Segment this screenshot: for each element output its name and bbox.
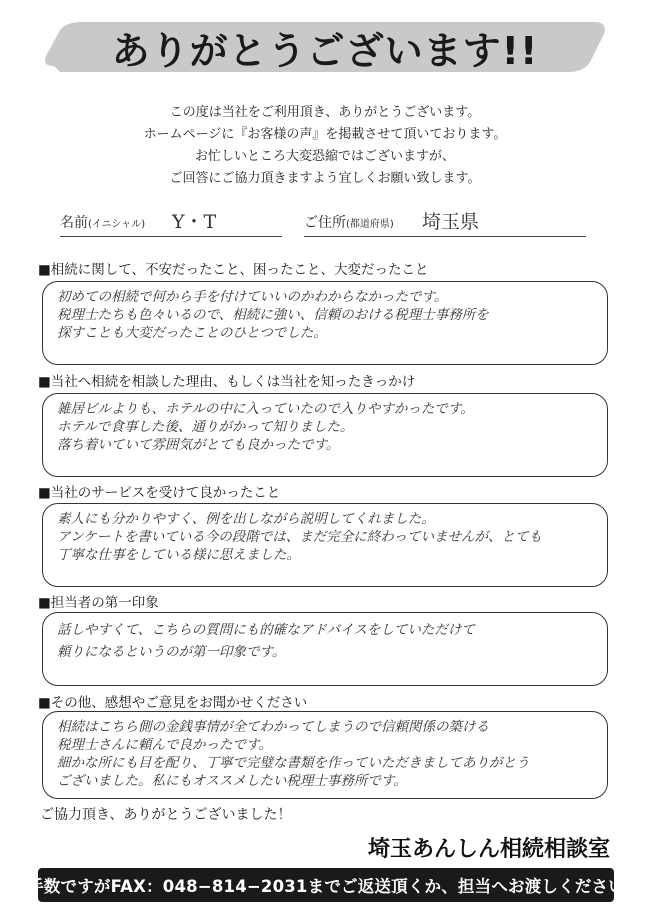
answer-line: 探すことも大変だったことのひとつでした。	[57, 325, 327, 341]
fax-footer: お手数ですがFAX：048−814−2031までご返送頂くか、担当へお渡しください。	[38, 868, 614, 902]
company-name: 埼玉あんしん相続相談室	[367, 837, 610, 862]
answer-line: 落ち着いていて雰囲気がとても良かったです。	[57, 437, 340, 453]
intro-line: お忙しいところ大変恐縮ではございますが、	[194, 149, 455, 164]
title-banner	[42, 22, 608, 72]
answer-box-reason	[42, 393, 608, 477]
address-value: 埼玉県	[422, 211, 480, 233]
intro-line: この度は当社をご利用頂き、ありがとうございます。	[169, 105, 481, 120]
intro-text	[0, 102, 650, 190]
address-label-text: ご住所	[304, 215, 346, 231]
name-label-note: (イニシャル)	[88, 219, 146, 230]
section-header-other: ■その他、感想やご意見をお聞かせください	[38, 695, 308, 711]
name-label-text: 名前	[60, 215, 88, 231]
answer-line: アンケートを書いている今の段階では、まだ完全に終わっていませんが、とても	[57, 529, 543, 545]
address-label	[304, 212, 394, 232]
name-label	[60, 212, 145, 232]
name-value: Y・T	[172, 211, 217, 233]
address-field	[304, 208, 586, 237]
section-header-impression: ■担当者の第一印象	[38, 595, 159, 611]
answer-line: 丁寧な仕事をしている様に思えました。	[57, 547, 300, 563]
answer-line: 細かな所にも目を配り、丁寧で完璧な書類を作っていただきましてありがとう	[57, 755, 530, 771]
intro-line: ご回答にご協力頂きますよう宜しくお願い致します。	[169, 171, 481, 186]
name-field	[60, 208, 282, 237]
section-header-service: ■当社のサービスを受けて良かったこと	[38, 485, 281, 501]
answer-box-impression	[42, 612, 608, 686]
answer-box-concerns	[42, 281, 608, 365]
section-header-concerns: ■相続に関して、不安だったこと、困ったこと、大変だったこと	[38, 262, 429, 278]
answer-line: 話しやすくて、こちらの質問にも的確なアドバイスをしていただけて	[57, 622, 475, 638]
answer-box-other	[42, 711, 608, 799]
page-title: ありがとうございます!!	[111, 28, 539, 73]
answer-line: 素人にも分かりやすく、例を出しながら説明してくれました。	[57, 511, 435, 527]
answer-line: 雑居ビルよりも、ホテルの中に入っていたので入りやすかったです。	[57, 401, 474, 417]
answer-line: ございました。私にもオススメしたい税理士事務所です。	[57, 773, 407, 789]
answer-line: 頼りになるというのが第一印象です。	[57, 644, 286, 660]
answer-line: 税理士たちも色々いるので、相続に強い、信頼のおける税理士事務所を	[57, 307, 489, 323]
address-label-note: (都道府県)	[346, 219, 394, 230]
answer-line: 税理士さんに頼んで良かったです。	[57, 737, 272, 753]
answer-line: 初めての相続で何から手を付けていいのかわからなかったです。	[57, 289, 448, 305]
answer-line: ホテルで食事した後、通りがかって知りました。	[57, 419, 354, 435]
section-header-reason: ■当社へ相続を相談した理由、もしくは当社を知ったきっかけ	[38, 374, 416, 390]
answer-box-service	[42, 503, 608, 587]
answer-line: 相続はこちら側の金銭事情が全てわかってしまうので信頼関係の築ける	[57, 719, 489, 735]
closing-message: ご協力頂き、ありがとうございました！	[40, 807, 292, 823]
intro-line: ホームページに『お客様の声』を掲載させて頂いております。	[143, 127, 507, 142]
